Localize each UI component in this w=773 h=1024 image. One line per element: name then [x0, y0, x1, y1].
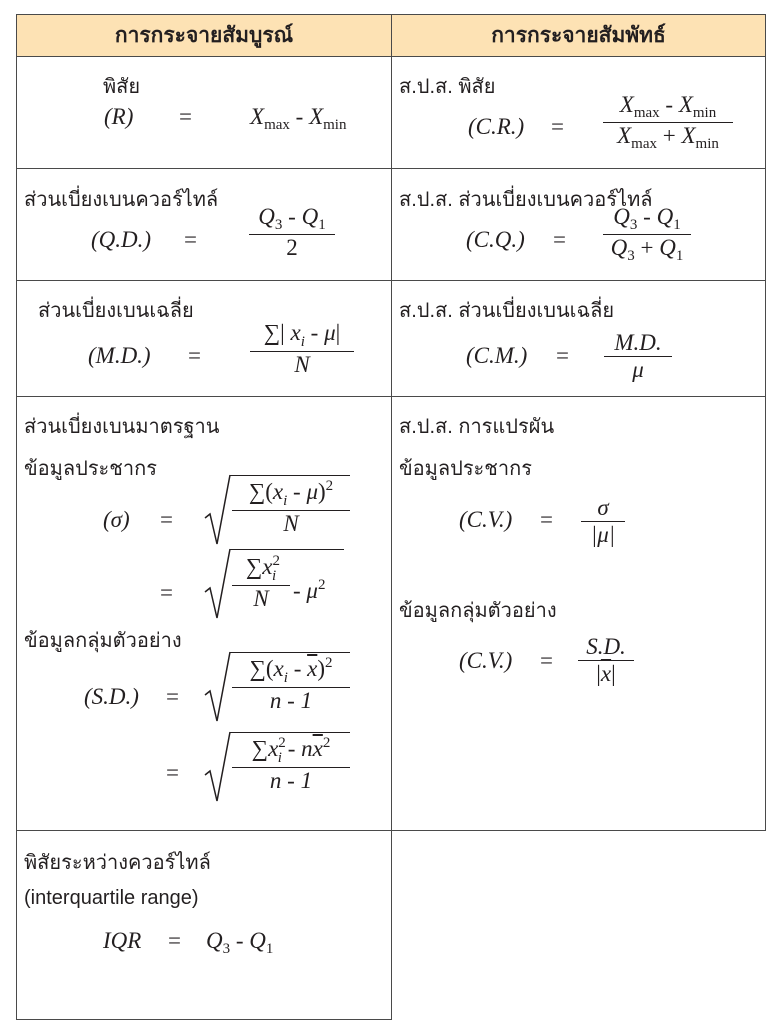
cv-sample-fraction: $\frac{S.D.}{|\overline{x}|}$: [578, 634, 634, 687]
coef-range-fraction: $X_{max} - X_{min}$ $X_{max} + X_{min}$: [603, 92, 733, 153]
cv-sample-symbol: (C.V.): [459, 648, 513, 673]
md-label: ส่วนเบี่ยงเบนเฉลี่ย: [38, 300, 194, 322]
qd-symbol: (Q.D.): [91, 227, 152, 252]
sd-label: ส่วนเบี่ยงเบนมาตรฐาน: [24, 416, 220, 438]
header-relative-dispersion: [391, 14, 766, 57]
sd-sample-equals-2: =: [166, 760, 179, 785]
iqr-formula: $Q_3 - Q_1$: [206, 928, 274, 957]
radical-bar: [230, 549, 344, 550]
cm-fraction: $\frac{M.D.}{\mu}$: [604, 330, 672, 383]
md-equals: =: [188, 343, 201, 368]
coef-range-equals: =: [551, 114, 564, 139]
radical-bar: [230, 652, 350, 653]
radical-bar: [230, 732, 350, 733]
cv-label: ส.ป.ส. การแปรผัน: [399, 416, 555, 438]
sqrt-sign-icon: [203, 731, 231, 803]
cv-pop-equals: =: [540, 507, 553, 532]
range-equals: =: [179, 104, 192, 129]
cq-equals: =: [553, 227, 566, 252]
radical-bar: [230, 475, 350, 476]
sd-pop-equals: =: [160, 507, 173, 532]
cv-sample-label: ข้อมูลกลุ่มตัวอย่าง: [399, 600, 557, 622]
sd-pop-mu-squared: - $\mu^2$: [293, 577, 326, 603]
iqr-symbol: IQR: [103, 928, 142, 953]
cm-equals: =: [556, 343, 569, 368]
cv-pop-symbol: (C.V.): [459, 507, 513, 532]
sd-sample-fraction-1: $\frac{\sum(x_i - \overline{x})^2}{n - 1}$: [232, 655, 350, 714]
cm-symbol: (C.M.): [466, 343, 528, 368]
range-label: พิสัย: [103, 76, 141, 98]
cm-label: ส.ป.ส. ส่วนเบี่ยงเบนเฉลี่ย: [399, 300, 615, 322]
sd-pop-equals-2: =: [160, 580, 173, 605]
sqrt-sign-icon: [203, 548, 231, 620]
sqrt-sign-icon: [203, 474, 231, 546]
cv-sample-equals: =: [540, 648, 553, 673]
range-symbol: (R): [104, 104, 134, 129]
range-formula: $X_{max} - X_{min}$: [250, 104, 347, 133]
header-absolute-dispersion: [16, 14, 392, 57]
cq-fraction: $\frac{Q_3 - Q_1}{Q_3 + Q_1}$: [603, 204, 691, 265]
sd-sample-symbol: (S.D.): [84, 684, 139, 709]
sd-pop-symbol: (σ): [103, 507, 130, 532]
iqr-english-label: (interquartile range): [24, 887, 199, 909]
iqr-equals: =: [168, 928, 181, 953]
sd-sample-label: ข้อมูลกลุ่มตัวอย่าง: [24, 630, 182, 652]
qd-label: ส่วนเบี่ยงเบนควอร์ไทล์: [24, 189, 219, 211]
sd-sample-fraction-2: $\frac{\sum x^2_i - n\overline{x}^2}{n - 1}$: [232, 735, 350, 794]
md-symbol: (M.D.): [88, 343, 151, 368]
cv-pop-fraction: $\frac{\sigma}{|\mu|}$: [581, 495, 625, 548]
sd-sample-equals: =: [166, 684, 179, 709]
qd-equals: =: [184, 227, 197, 252]
sqrt-sign-icon: [203, 651, 231, 723]
sd-pop-fraction-2: $\frac{\sum x^2_i}{N}$: [232, 553, 290, 612]
header-relative-label: การกระจายสัมพัทธ์: [491, 24, 666, 47]
cq-symbol: (C.Q.): [466, 227, 525, 252]
iqr-label: พิสัยระหว่างควอร์ไทล์: [24, 852, 211, 874]
sd-population-label: ข้อมูลประชากร: [24, 458, 157, 480]
qd-fraction: $\frac{Q_3 - Q_1}{2}$: [249, 204, 335, 261]
cv-population-label: ข้อมูลประชากร: [399, 458, 532, 480]
coef-range-label: ส.ป.ส. พิสัย: [399, 76, 496, 98]
header-absolute-label: การกระจายสัมบูรณ์: [114, 24, 294, 47]
coef-range-symbol: (C.R.): [468, 114, 525, 139]
sd-pop-fraction-1: $\frac{\sum(x_i - \mu)^2}{N}$: [232, 478, 350, 537]
md-fraction: $\frac{\sum| x_i - \mu|}{N}$: [250, 320, 354, 378]
cq-label: ส.ป.ส. ส่วนเบี่ยงเบนควอร์ไทล์: [399, 189, 653, 211]
